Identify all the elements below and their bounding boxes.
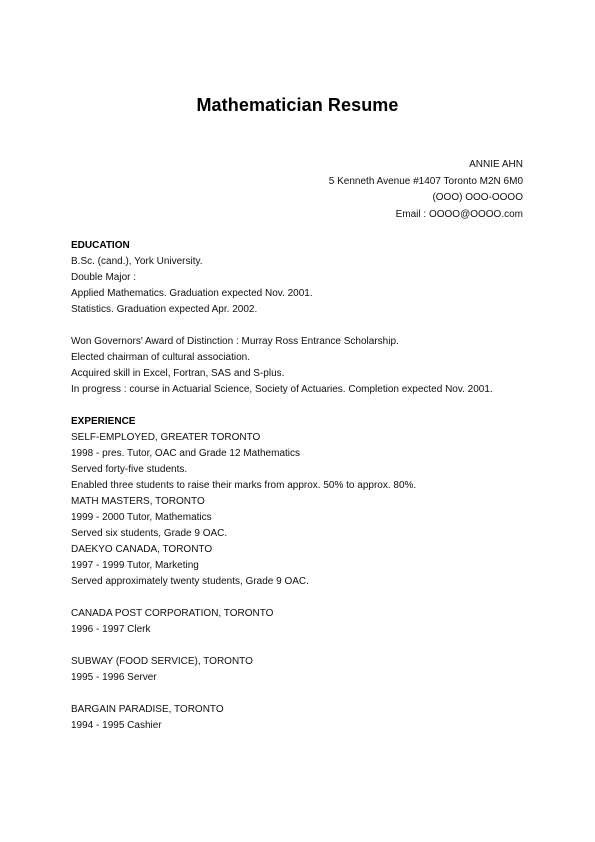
experience-line: Served forty-five students. [71, 464, 188, 475]
experience-line: MATH MASTERS, TORONTO [71, 496, 205, 507]
contact-name: ANNIE AHN [469, 159, 523, 170]
spacer [71, 638, 526, 654]
education-extra-line: Elected chairman of cultural association. [71, 352, 250, 363]
contact-phone: (OOO) OOO-OOOO [432, 192, 523, 203]
resume-body [71, 238, 526, 734]
experience-line: DAEKYO CANADA, TORONTO [71, 544, 213, 555]
education-heading: EDUCATION [71, 240, 130, 251]
spacer [71, 590, 526, 606]
experience-line: 1997 - 1999 Tutor, Marketing [71, 560, 199, 571]
spacer [71, 686, 526, 702]
job-employer: SUBWAY (FOOD SERVICE), TORONTO [71, 656, 253, 667]
page-title: Mathematician Resume [196, 95, 399, 115]
education-line: B.Sc. (cand.), York University. [71, 256, 203, 267]
education-extra-line: In progress : course in Actuarial Science, Society of Actuaries. Completion expected Nov. 2001. [71, 384, 493, 395]
contact-block [193, 157, 523, 223]
experience-line: Served six students, Grade 9 OAC. [71, 528, 228, 539]
job-role: 1994 - 1995 Cashier [71, 720, 162, 731]
experience-line: Enabled three students to raise their marks from approx. 50% to approx. 80%. [71, 480, 417, 491]
job-role: 1995 - 1996 Server [71, 672, 157, 683]
contact-address: 5 Kenneth Avenue #1407 Toronto M2N 6M0 [328, 175, 523, 187]
experience-line: Served approximately twenty students, Grade 9 OAC. [71, 576, 309, 587]
job-employer: BARGAIN PARADISE, TORONTO [71, 704, 224, 715]
education-line: Statistics. Graduation expected Apr. 2002. [71, 304, 258, 315]
spacer [71, 318, 526, 334]
education-line: Double Major : [71, 272, 137, 283]
job-employer: CANADA POST CORPORATION, TORONTO [71, 608, 274, 619]
spacer [71, 398, 526, 414]
experience-line: 1998 - pres. Tutor, OAC and Grade 12 Mathematics [71, 448, 301, 459]
education-line: Applied Mathematics. Graduation expected Nov. 2001. [71, 288, 313, 299]
contact-email: Email : OOOO@OOOO.com [395, 208, 523, 220]
experience-heading: EXPERIENCE [71, 416, 136, 427]
job-role: 1996 - 1997 Clerk [71, 624, 151, 635]
experience-line: 1999 - 2000 Tutor, Mathematics [71, 512, 212, 523]
education-extra-line: Acquired skill in Excel, Fortran, SAS and S-plus. [71, 368, 285, 379]
education-extra-line: Won Governors' Award of Distinction : Murray Ross Entrance Scholarship. [71, 336, 399, 347]
experience-line: SELF-EMPLOYED, GREATER TORONTO [71, 432, 261, 443]
